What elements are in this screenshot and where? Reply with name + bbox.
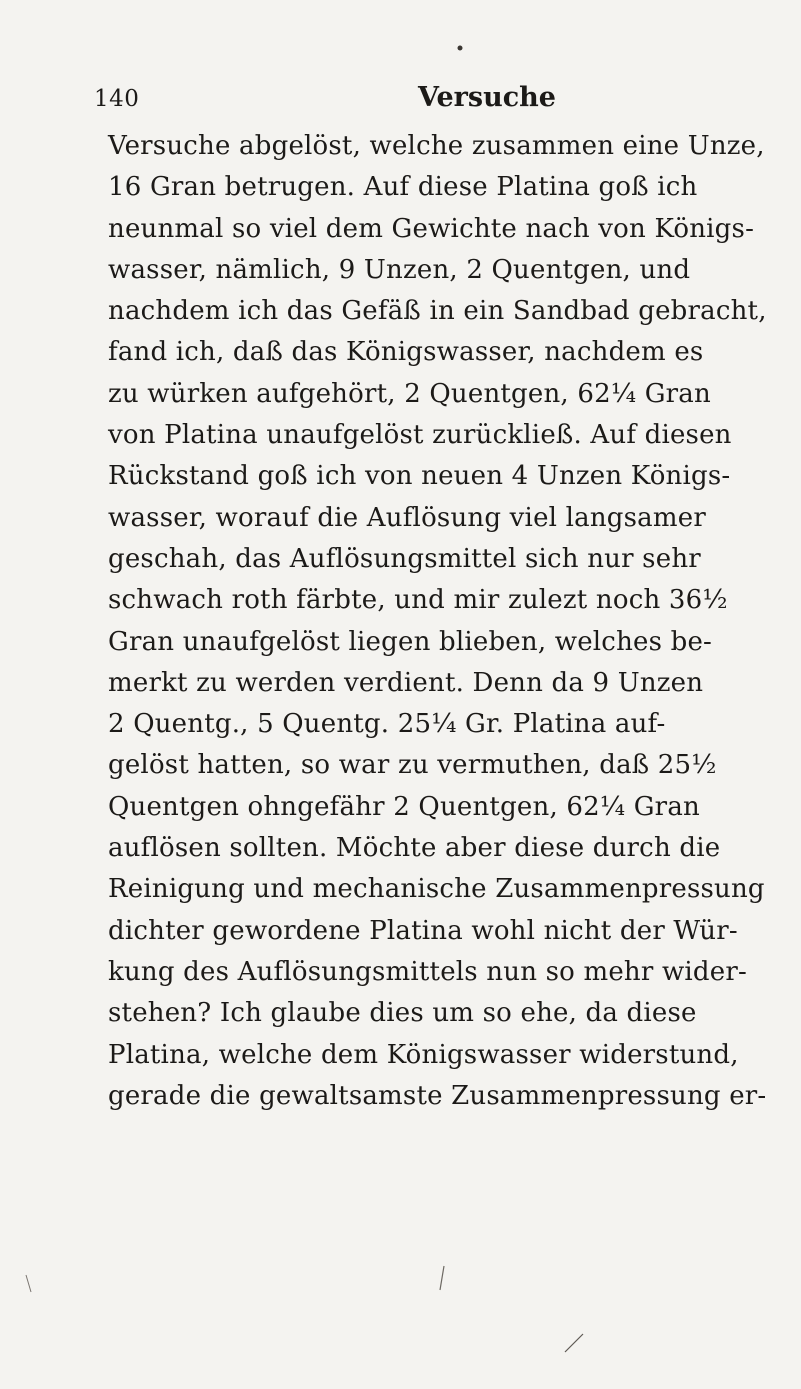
text-line: gelöst hatten, so war zu vermuthen, daß 25½ xyxy=(108,750,717,781)
text-line: kung des Auflösungsmittels nun so mehr wider- xyxy=(108,956,747,987)
speck-mark xyxy=(458,46,463,51)
text-line: stehen? Ich glaube dies um so ehe, da diese xyxy=(108,998,697,1029)
text-line: schwach roth färbte, und mir zulezt noch 36½ xyxy=(108,585,728,616)
page-number: 140 xyxy=(94,86,140,112)
running-head: Versuche xyxy=(418,82,556,113)
text-line: Platina, welche dem Königswasser widerstund, xyxy=(108,1039,739,1070)
text-line: Versuche abgelöst, welche zusammen eine Unze, xyxy=(108,131,765,161)
text-line: Reinigung und mechanische Zusammenpressung xyxy=(108,874,765,905)
body-text xyxy=(108,126,768,1117)
text-line: Gran unaufgelöst liegen blieben, welches be- xyxy=(108,626,713,657)
page-header xyxy=(94,78,694,118)
text-line: wasser, nämlich, 9 Unzen, 2 Quentgen, und xyxy=(108,254,691,285)
text-line: 16 Gran betrugen. Auf diese Platina goß ich xyxy=(108,172,698,203)
text-line: 2 Quentg., 5 Quentg. 25¼ Gr. Platina auf- xyxy=(108,709,666,740)
text-line: merkt zu werden verdient. Denn da 9 Unzen xyxy=(108,667,704,698)
speck-mark xyxy=(440,1266,444,1290)
text-line: Quentgen ohngefähr 2 Quentgen, 62¼ Gran xyxy=(108,791,700,822)
text-line: wasser, worauf die Auflösung viel langsamer xyxy=(108,502,706,533)
text-line: neunmal so viel dem Gewichte nach von Königs- xyxy=(108,213,755,244)
text-line: Rückstand goß ich von neuen 4 Unzen Königs- xyxy=(108,461,731,492)
text-line: nachdem ich das Gefäß in ein Sandbad gebracht, xyxy=(108,296,767,327)
text-line: gerade die gewaltsamste Zusammenpressung er- xyxy=(108,1080,767,1111)
text-line: auflösen sollten. Möchte aber diese durch die xyxy=(108,833,721,864)
text-line: zu würken aufgehört, 2 Quentgen, 62¼ Gran xyxy=(108,378,711,409)
text-line: fand ich, daß das Königswasser, nachdem es xyxy=(108,337,704,368)
text-line: von Platina unaufgelöst zurückließ. Auf diesen xyxy=(108,420,732,451)
speck-mark xyxy=(565,1334,583,1352)
text-line: geschah, das Auflösungsmittel sich nur sehr xyxy=(108,543,701,574)
speck-mark xyxy=(26,1275,31,1292)
text-line: dichter gewordene Platina wohl nicht der Wür- xyxy=(108,915,738,946)
